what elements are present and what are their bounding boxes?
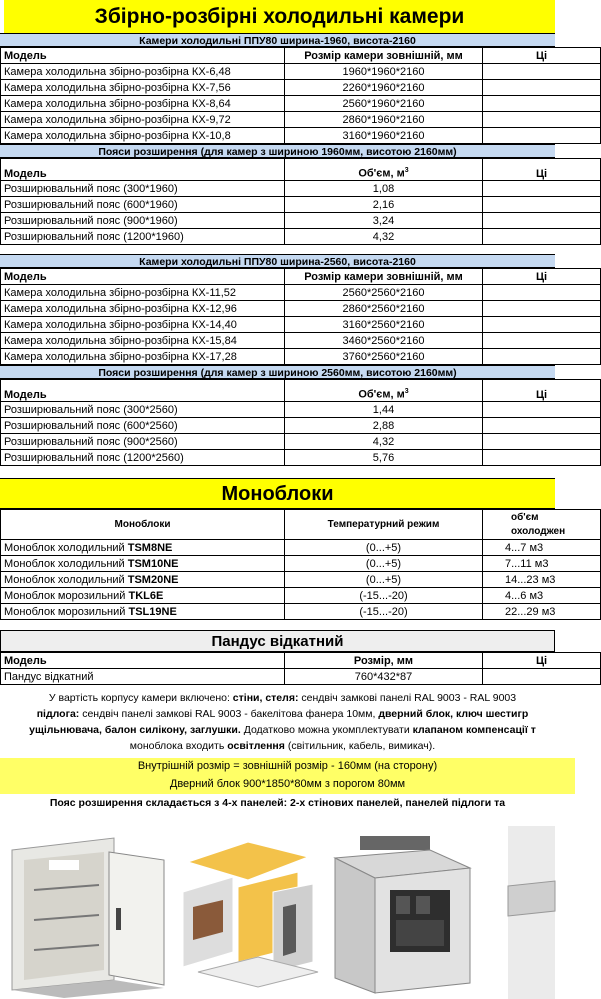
belt-info-note: Пояс розширення складається з 4-х панелей: 2-х стінових панелей, панелей підлоги та [49,797,506,809]
table-row: Розширювальний пояс (900*2560) 4,32 [1,434,601,450]
col-price: Ці [483,48,601,64]
col-monoblock: Моноблоки [1,510,285,540]
belt1-header: Пояси розширення (для камер з шириною 1960мм, висотою 2160мм) [0,144,555,158]
col-price: Ці [483,380,601,402]
table-row: Розширювальний пояс (900*1960) 3,24 [1,213,601,229]
table-row: Моноблок холодильний TSM8NE (0...+5) 4...7 м3 [1,540,601,556]
table-row: Камера холодильна збірно-розбірна КХ-9,72 2860*1960*2160 [1,112,601,128]
unit-photo [488,826,555,999]
table-row: Камера холодильна збірно-розбірна КХ-12,96 2860*2560*2160 [1,301,601,317]
section2-table [0,268,601,365]
note-line-4: моноблока входить освітлення (світильник, кабель, вимикач). [129,740,436,752]
table-row: Моноблок холодильний TSM20NE (0...+5) 14...23 м3 [1,572,601,588]
table-row: Розширювальний пояс (300*2560) 1,44 [1,402,601,418]
section1-table [0,47,601,144]
col-size: Розмір камери зовнішній, мм [285,48,483,64]
table-row: Пандус відкатний 760*432*87 [1,669,601,685]
note-line-1: У вартість корпусу камери включено: стіни, стеля: сендвіч замкові панелі RAL 9003 - RAL 9003 [48,692,517,704]
monoblock-title: Моноблоки [0,478,555,509]
col-model: Модель [1,653,285,669]
product-photos [0,826,555,999]
col-price: Ці [483,653,601,669]
col-model: Модель [1,48,285,64]
belt1-table [0,158,601,245]
note-line-2: підлога: сендвіч панелі замкові RAL 9003 - бакелітова фанера 10мм, дверний блок, ключ шестигр [36,708,529,720]
inner-size-note: Внутрішній розмір = зовнішній розмір - 160мм (на сторону) [0,758,575,776]
col-size: Розмір, мм [285,653,483,669]
table-row: Камера холодильна збірно-розбірна КХ-14,40 3160*2560*2160 [1,317,601,333]
page-title: Збірно-розбірні холодильні камери [4,0,555,33]
col-price: Ці [483,269,601,285]
table-row: Моноблок холодильний TSM10NE (0...+5) 7...11 м3 [1,556,601,572]
notes-block [20,690,555,754]
cold-room-photo [4,830,174,995]
panels-diagram-photo [178,832,328,992]
ramp-title: Пандус відкатний [0,630,555,652]
col-model: Модель [1,159,285,181]
col-price: Ці [483,159,601,181]
col-volume: об'єм охолоджен [483,510,601,540]
table-row: Камера холодильна збірно-розбірна КХ-17,28 3760*2560*2160 [1,349,601,365]
table-row: Розширювальний пояс (300*1960) 1,08 [1,181,601,197]
col-volume: Об'єм, $м^3$ [285,159,483,181]
section2-header: Камери холодильні ППУ80 ширина-2560, висота-2160 [0,254,555,268]
table-row: Розширювальний пояс (600*1960) 2,16 [1,197,601,213]
door-note: Дверний блок 900*1850*80мм з порогом 80мм [0,776,575,794]
table-row: Розширювальний пояс (600*2560) 2,88 [1,418,601,434]
ramp-table [0,652,601,685]
table-row: Камера холодильна збірно-розбірна КХ-15,84 3460*2560*2160 [1,333,601,349]
col-volume: Об'єм, $м^3$ [285,380,483,402]
table-row: Камера холодильна збірно-розбірна КХ-10,8 3160*1960*2160 [1,128,601,144]
section1-header: Камери холодильні ППУ80 ширина-1960, висота-2160 [0,33,555,47]
table-row: Моноблок морозильний TSL19NE (-15...-20) 22...29 м3 [1,604,601,620]
table-row: Камера холодильна збірно-розбірна КХ-6,48 1960*1960*2160 [1,64,601,80]
monoblock-photo [330,828,480,998]
table-row: Моноблок морозильний TKL6E (-15...-20) 4...6 м3 [1,588,601,604]
table-row: Камера холодильна збірно-розбірна КХ-8,64 2560*1960*2160 [1,96,601,112]
note-line-3: ущільнювача, балон силікону, заглушки. Додатково можна укомплектувати клапаном компенсації т [29,724,536,736]
table-row: Розширювальний пояс (1200*1960) 4,32 [1,229,601,245]
table-row: Камера холодильна збірно-розбірна КХ-11,52 2560*2560*2160 [1,285,601,301]
monoblock-table [0,509,601,620]
table-row: Камера холодильна збірно-розбірна КХ-7,56 2260*1960*2160 [1,80,601,96]
col-model: Модель [1,380,285,402]
table-row: Розширювальний пояс (1200*2560) 5,76 [1,450,601,466]
col-model: Модель [1,269,285,285]
belt2-header: Пояси розширення (для камер з шириною 2560мм, висотою 2160мм) [0,365,555,379]
col-temp: Температурний режим [285,510,483,540]
col-size: Розмір камери зовнішній, мм [285,269,483,285]
belt2-table [0,379,601,466]
